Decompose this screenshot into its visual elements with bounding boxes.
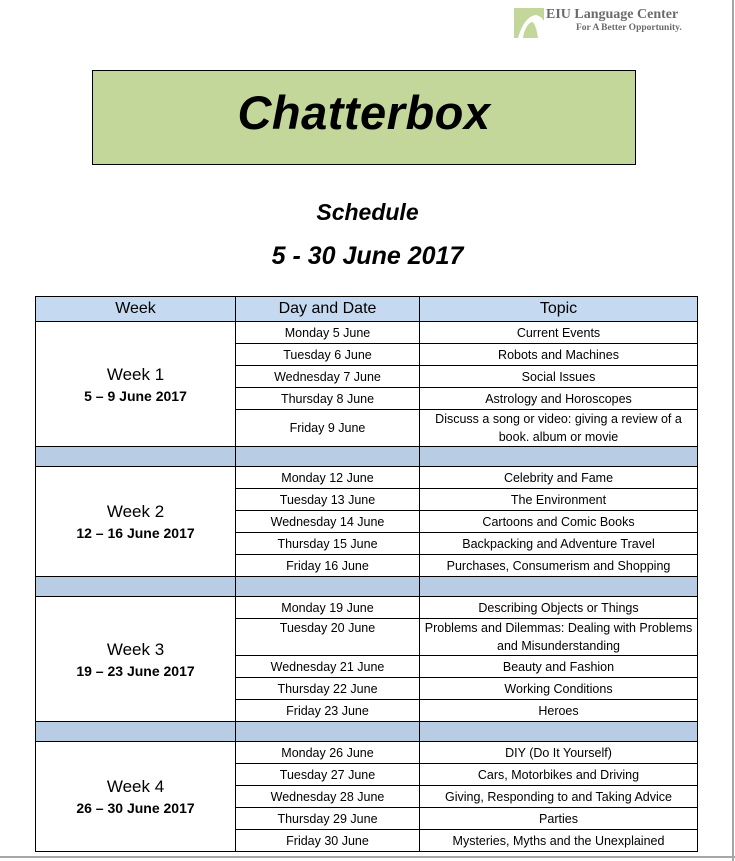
day-cell: Tuesday 20 June — [236, 619, 420, 656]
page-edge-right — [732, 0, 734, 861]
page-edge-bottom — [0, 856, 735, 858]
day-cell: Friday 9 June — [236, 410, 420, 447]
week-label: Week 4 — [106, 777, 165, 796]
table-row — [36, 322, 698, 344]
table-row — [36, 597, 698, 619]
separator-row — [36, 447, 698, 467]
topic-cell: Heroes — [420, 700, 698, 722]
logo-tagline: For A Better Opportunity. — [576, 23, 682, 33]
week-cell — [36, 322, 236, 447]
topic-cell: Discuss a song or video: giving a review of a book. album or movie — [420, 410, 698, 447]
day-cell: Monday 26 June — [236, 742, 420, 764]
topic-cell: Working Conditions — [420, 678, 698, 700]
topic-cell: Cartoons and Comic Books — [420, 511, 698, 533]
day-cell: Thursday 15 June — [236, 533, 420, 555]
topic-cell: Social Issues — [420, 366, 698, 388]
topic-cell: Purchases, Consumerism and Shopping — [420, 555, 698, 577]
topic-cell: Current Events — [420, 322, 698, 344]
week-cell — [36, 467, 236, 577]
day-cell: Thursday 8 June — [236, 388, 420, 410]
day-cell: Tuesday 27 June — [236, 764, 420, 786]
day-cell: Thursday 29 June — [236, 808, 420, 830]
topic-cell: Astrology and Horoscopes — [420, 388, 698, 410]
header-topic: Topic — [420, 297, 698, 322]
schedule-subtitle: Schedule — [316, 199, 419, 225]
topic-cell: Beauty and Fashion — [420, 656, 698, 678]
day-cell: Tuesday 13 June — [236, 489, 420, 511]
week-range: 5 – 9 June 2017 — [84, 387, 187, 404]
topic-cell: Cars, Motorbikes and Driving — [420, 764, 698, 786]
header-day-date: Day and Date — [236, 297, 420, 322]
date-range: 5 - 30 June 2017 — [271, 242, 464, 270]
day-cell: Monday 12 June — [236, 467, 420, 489]
day-cell: Thursday 22 June — [236, 678, 420, 700]
table-row — [36, 467, 698, 489]
topic-cell: DIY (Do It Yourself) — [420, 742, 698, 764]
header-week: Week — [36, 297, 236, 322]
day-cell: Wednesday 28 June — [236, 786, 420, 808]
day-cell: Friday 23 June — [236, 700, 420, 722]
day-cell: Friday 30 June — [236, 830, 420, 852]
week-range: 26 – 30 June 2017 — [76, 800, 195, 816]
topic-cell: Backpacking and Adventure Travel — [420, 533, 698, 555]
separator-row — [36, 722, 698, 742]
page-title: Chatterbox — [237, 86, 491, 139]
week-cell — [36, 597, 236, 722]
eiu-logo-icon — [514, 8, 544, 38]
schedule-table — [35, 296, 698, 852]
title-box — [92, 70, 636, 165]
week-cell — [36, 742, 236, 852]
separator-row — [36, 577, 698, 597]
topic-cell: Robots and Machines — [420, 344, 698, 366]
day-cell: Tuesday 6 June — [236, 344, 420, 366]
day-cell: Friday 16 June — [236, 555, 420, 577]
day-cell: Monday 19 June — [236, 597, 420, 619]
topic-cell: Mysteries, Myths and the Unexplained — [420, 830, 698, 852]
topic-cell: Describing Objects or Things — [420, 597, 698, 619]
topic-cell: Giving, Responding to and Taking Advice — [420, 786, 698, 808]
day-cell: Wednesday 14 June — [236, 511, 420, 533]
topic-cell: Parties — [420, 808, 698, 830]
table-row — [36, 742, 698, 764]
week-range: 12 – 16 June 2017 — [76, 525, 195, 541]
topic-cell: Problems and Dilemmas: Dealing with Problems and Misunderstanding — [420, 619, 698, 656]
day-cell: Wednesday 21 June — [236, 656, 420, 678]
day-cell: Monday 5 June — [236, 322, 420, 344]
topic-cell: Celebrity and Fame — [420, 467, 698, 489]
header-row — [36, 297, 698, 322]
week-label: Week 2 — [106, 502, 165, 521]
week-label: Week 3 — [106, 639, 165, 659]
week-range: 19 – 23 June 2017 — [76, 662, 195, 679]
week-label: Week 1 — [106, 364, 165, 384]
day-cell: Wednesday 7 June — [236, 366, 420, 388]
topic-cell: The Environment — [420, 489, 698, 511]
logo-title: EIU Language Center — [546, 7, 679, 22]
logo — [514, 8, 682, 38]
